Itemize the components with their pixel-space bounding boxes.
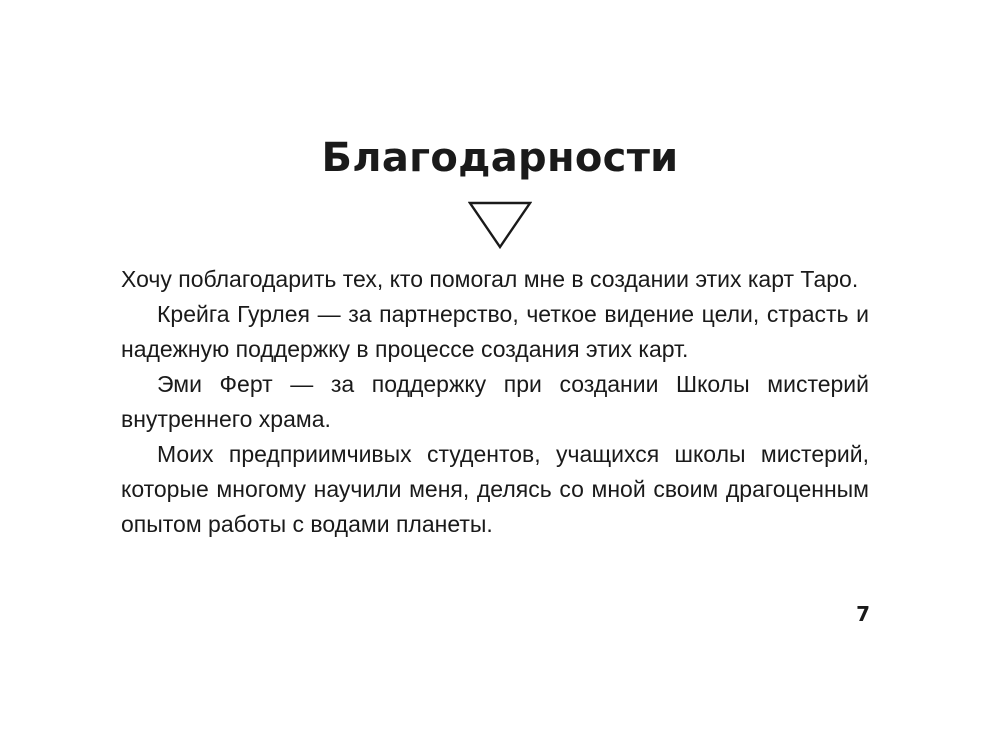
- paragraph-3: Эми Ферт — за поддержку при создании Школы мистерий внутреннего храма.: [121, 371, 869, 432]
- paragraph-1: Хочу поблагодарить тех, кто помогал мне в создании этих карт Таро.: [121, 266, 859, 292]
- water-triangle-icon: [468, 201, 532, 249]
- page-number: 7: [856, 602, 870, 626]
- acknowledgements-text: [121, 262, 869, 542]
- paragraph-4: Моих предприимчивых студентов, учащихся школы мистерий, которые многому научили меня, делясь со мной своим драгоценным опытом работы с водами планеты.: [121, 441, 869, 537]
- paragraph-2: Крейга Гурлея — за партнерство, четкое видение цели, страсть и надежную поддержку в процессе создания этих карт.: [121, 301, 869, 362]
- page-title: Благодарности: [321, 135, 679, 181]
